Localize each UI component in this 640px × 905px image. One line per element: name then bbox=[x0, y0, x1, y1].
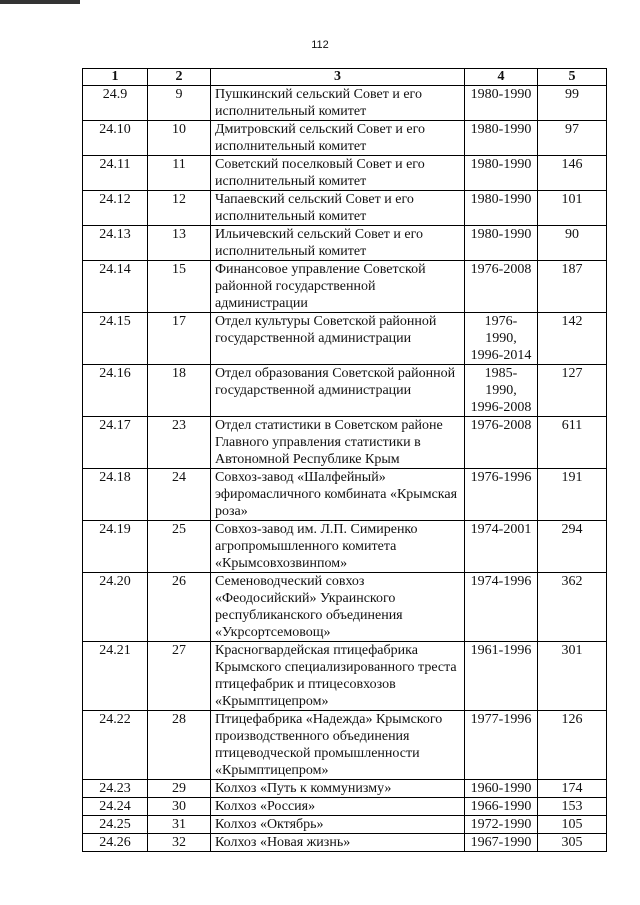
fund-name-cell: Семеноводческий совхоз «Феодосийский» Украинского республиканского объединения «Укрсортсемовощ» bbox=[211, 573, 465, 642]
fund-number-cell: 31 bbox=[148, 816, 211, 834]
fund-name-cell: Чапаевский сельский Совет и его исполнительный комитет bbox=[211, 191, 465, 226]
fund-number-cell: 12 bbox=[148, 191, 211, 226]
row-index-cell: 24.14 bbox=[83, 261, 148, 313]
date-range-cell: 1976-2008 bbox=[465, 417, 538, 469]
date-range-cell: 1972-1990 bbox=[465, 816, 538, 834]
row-index-cell: 24.13 bbox=[83, 226, 148, 261]
row-index-cell: 24.22 bbox=[83, 711, 148, 780]
fund-number-cell: 15 bbox=[148, 261, 211, 313]
fund-name-cell: Отдел культуры Советской районной государственной администрации bbox=[211, 313, 465, 365]
table-row bbox=[83, 798, 607, 816]
table-row bbox=[83, 261, 607, 313]
date-range-cell: 1967-1990 bbox=[465, 834, 538, 852]
fund-name-cell: Отдел статистики в Советском районе Главного управления статистики в Автономной Республике Крым bbox=[211, 417, 465, 469]
row-index-cell: 24.10 bbox=[83, 121, 148, 156]
fund-name-cell: Советский поселковый Совет и его исполнительный комитет bbox=[211, 156, 465, 191]
column-header: 5 bbox=[538, 69, 607, 86]
fund-name-cell: Колхоз «Россия» bbox=[211, 798, 465, 816]
row-index-cell: 24.9 bbox=[83, 86, 148, 121]
table-row bbox=[83, 417, 607, 469]
column-header: 1 bbox=[83, 69, 148, 86]
row-index-cell: 24.26 bbox=[83, 834, 148, 852]
table-row bbox=[83, 156, 607, 191]
date-range-cell: 1974-2001 bbox=[465, 521, 538, 573]
fund-name-cell: Колхоз «Октябрь» bbox=[211, 816, 465, 834]
fund-name-cell: Отдел образования Советской районной государственной администрации bbox=[211, 365, 465, 417]
table-row bbox=[83, 191, 607, 226]
table-row bbox=[83, 834, 607, 852]
fund-number-cell: 17 bbox=[148, 313, 211, 365]
date-range-cell: 1974-1996 bbox=[465, 573, 538, 642]
file-count-cell: 191 bbox=[538, 469, 607, 521]
table-row bbox=[83, 313, 607, 365]
file-count-cell: 611 bbox=[538, 417, 607, 469]
file-count-cell: 97 bbox=[538, 121, 607, 156]
date-range-cell: 1980-1990 bbox=[465, 226, 538, 261]
row-index-cell: 24.16 bbox=[83, 365, 148, 417]
top-edge-mark bbox=[0, 0, 80, 4]
fund-name-cell: Колхоз «Путь к коммунизму» bbox=[211, 780, 465, 798]
row-index-cell: 24.18 bbox=[83, 469, 148, 521]
row-index-cell: 24.17 bbox=[83, 417, 148, 469]
row-index-cell: 24.24 bbox=[83, 798, 148, 816]
fund-number-cell: 13 bbox=[148, 226, 211, 261]
row-index-cell: 24.23 bbox=[83, 780, 148, 798]
date-range-cell: 1980-1990 bbox=[465, 121, 538, 156]
table-row bbox=[83, 365, 607, 417]
date-range-cell: 1977-1996 bbox=[465, 711, 538, 780]
fund-name-cell: Дмитровский сельский Совет и его исполнительный комитет bbox=[211, 121, 465, 156]
table-row bbox=[83, 226, 607, 261]
table-row bbox=[83, 573, 607, 642]
row-index-cell: 24.15 bbox=[83, 313, 148, 365]
file-count-cell: 146 bbox=[538, 156, 607, 191]
fund-name-cell: Красногвардейская птицефабрика Крымского специализированного треста птицефабрик и птицесовхозов «Крымптицепром» bbox=[211, 642, 465, 711]
table-row bbox=[83, 521, 607, 573]
file-count-cell: 362 bbox=[538, 573, 607, 642]
table-row bbox=[83, 711, 607, 780]
date-range-cell: 1985-1990, 1996-2008 bbox=[465, 365, 538, 417]
file-count-cell: 142 bbox=[538, 313, 607, 365]
file-count-cell: 126 bbox=[538, 711, 607, 780]
table-row bbox=[83, 642, 607, 711]
file-count-cell: 187 bbox=[538, 261, 607, 313]
fund-number-cell: 32 bbox=[148, 834, 211, 852]
row-index-cell: 24.25 bbox=[83, 816, 148, 834]
page-number: 112 bbox=[311, 39, 329, 51]
date-range-cell: 1976-2008 bbox=[465, 261, 538, 313]
date-range-cell: 1976-1990, 1996-2014 bbox=[465, 313, 538, 365]
fund-number-cell: 24 bbox=[148, 469, 211, 521]
file-count-cell: 127 bbox=[538, 365, 607, 417]
table-row bbox=[83, 121, 607, 156]
fund-number-cell: 18 bbox=[148, 365, 211, 417]
file-count-cell: 294 bbox=[538, 521, 607, 573]
fund-number-cell: 29 bbox=[148, 780, 211, 798]
row-index-cell: 24.19 bbox=[83, 521, 148, 573]
row-index-cell: 24.12 bbox=[83, 191, 148, 226]
fund-name-cell: Пушкинский сельский Совет и его исполнительный комитет bbox=[211, 86, 465, 121]
file-count-cell: 174 bbox=[538, 780, 607, 798]
fund-name-cell: Совхоз-завод им. Л.П. Симиренко агропромышленного комитета «Крымсовхозвинпом» bbox=[211, 521, 465, 573]
column-header: 2 bbox=[148, 69, 211, 86]
fund-number-cell: 30 bbox=[148, 798, 211, 816]
fund-number-cell: 10 bbox=[148, 121, 211, 156]
header-row bbox=[83, 69, 607, 86]
date-range-cell: 1980-1990 bbox=[465, 86, 538, 121]
file-count-cell: 301 bbox=[538, 642, 607, 711]
fund-number-cell: 26 bbox=[148, 573, 211, 642]
file-count-cell: 153 bbox=[538, 798, 607, 816]
date-range-cell: 1960-1990 bbox=[465, 780, 538, 798]
date-range-cell: 1961-1996 bbox=[465, 642, 538, 711]
archive-table bbox=[82, 68, 607, 852]
fund-number-cell: 25 bbox=[148, 521, 211, 573]
fund-name-cell: Совхоз-завод «Шалфейный» эфиромасличного комбината «Крымская роза» bbox=[211, 469, 465, 521]
fund-number-cell: 11 bbox=[148, 156, 211, 191]
date-range-cell: 1980-1990 bbox=[465, 191, 538, 226]
date-range-cell: 1976-1996 bbox=[465, 469, 538, 521]
file-count-cell: 99 bbox=[538, 86, 607, 121]
table-row bbox=[83, 816, 607, 834]
table-row bbox=[83, 780, 607, 798]
fund-name-cell: Птицефабрика «Надежда» Крымского производственного объединения птицеводческой промышленности «Крымптицепром» bbox=[211, 711, 465, 780]
date-range-cell: 1966-1990 bbox=[465, 798, 538, 816]
file-count-cell: 305 bbox=[538, 834, 607, 852]
fund-name-cell: Финансовое управление Советской районной государственной администрации bbox=[211, 261, 465, 313]
column-header: 3 bbox=[211, 69, 465, 86]
fund-name-cell: Колхоз «Новая жизнь» bbox=[211, 834, 465, 852]
fund-number-cell: 28 bbox=[148, 711, 211, 780]
table-row bbox=[83, 86, 607, 121]
row-index-cell: 24.11 bbox=[83, 156, 148, 191]
file-count-cell: 101 bbox=[538, 191, 607, 226]
column-header: 4 bbox=[465, 69, 538, 86]
file-count-cell: 90 bbox=[538, 226, 607, 261]
table-row bbox=[83, 469, 607, 521]
row-index-cell: 24.21 bbox=[83, 642, 148, 711]
fund-name-cell: Ильичевский сельский Совет и его исполнительный комитет bbox=[211, 226, 465, 261]
fund-number-cell: 23 bbox=[148, 417, 211, 469]
file-count-cell: 105 bbox=[538, 816, 607, 834]
fund-number-cell: 27 bbox=[148, 642, 211, 711]
row-index-cell: 24.20 bbox=[83, 573, 148, 642]
date-range-cell: 1980-1990 bbox=[465, 156, 538, 191]
fund-number-cell: 9 bbox=[148, 86, 211, 121]
